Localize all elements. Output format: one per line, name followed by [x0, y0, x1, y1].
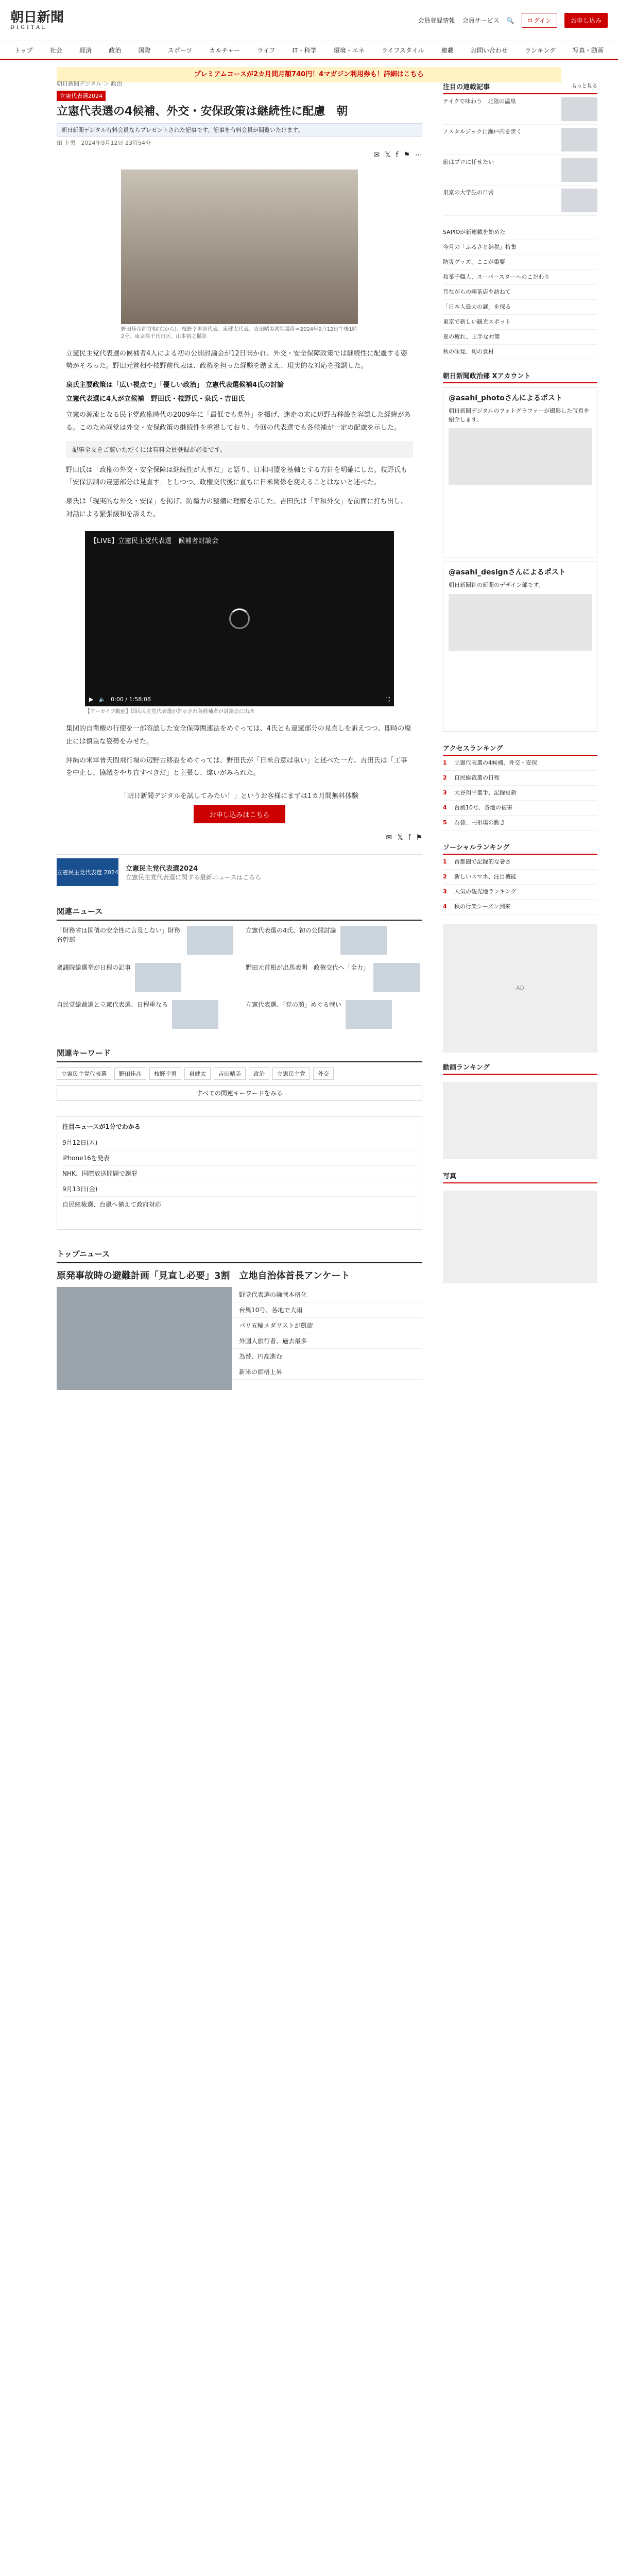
nav-item[interactable]: 環境・エネ: [333, 46, 365, 54]
list-item[interactable]: 為替、円高進む: [57, 1349, 422, 1364]
list-item[interactable]: iPhone16を発表: [62, 1150, 417, 1166]
thumbnail: [373, 963, 420, 992]
list-item[interactable]: 自民党総裁選と立憲代表選、日程重なる: [57, 1000, 233, 1032]
list-item[interactable]: 今月の「ふるさと納税」特集: [443, 240, 597, 255]
rank-item[interactable]: 2 自民総裁選の日程: [443, 771, 597, 786]
lead-photo[interactable]: [57, 1287, 232, 1390]
paragraph: 沖縄の米軍普天間飛行場の辺野古移設をめぐっては、野田氏が「日米合意は重い」と述べた一方、吉田氏は「工事を中止し、協議をやり直すべきだ」と主張し、違いがみられた。: [66, 756, 407, 777]
rank-item[interactable]: 3 大谷翔平選手、記録更新: [443, 786, 597, 801]
video-ranking: [443, 1060, 597, 1159]
subscribe-text: 「朝日新聞デジタルを試してみたい！」というお客様にまずは1カ月間無料体験: [120, 792, 359, 801]
banner-image: 立憲民主党代表選 2024: [57, 858, 118, 886]
list-item[interactable]: 外国人旅行者、過去最多: [57, 1333, 422, 1349]
x-post-title: @asahi_designさんによるポスト: [449, 568, 566, 577]
related-heading: 関連ニュース: [57, 903, 422, 921]
related-list: [57, 926, 422, 1032]
banner-desc: 立憲民主党代表選に関する最新ニュースはこちら: [126, 874, 262, 882]
nav-item[interactable]: 経済: [79, 46, 92, 54]
trend-list: [62, 1135, 417, 1212]
news-list-box: [443, 225, 597, 359]
bookmark-icon[interactable]: ⚑: [403, 150, 410, 159]
trend-date: 9月13日(金): [62, 1181, 417, 1197]
paragraph: 野田氏は「政権の外交・安全保障は継続性が大事だ」と語り、日米同盟を基軸とする方針を明確にした。枝野氏も「安保法制の違憲部分は見直す」としつつ、政権交代後に直ちに日米関係を変えることはないと述べた。: [66, 466, 408, 487]
thumbnail: [561, 158, 597, 182]
bookmark-icon[interactable]: ⚑: [416, 834, 422, 842]
nav-item[interactable]: トップ: [14, 46, 33, 54]
list-item[interactable]: 衆議院総選挙が日程の記事: [57, 963, 233, 995]
list-item[interactable]: 防災グッズ、ここが重要: [443, 255, 597, 270]
list-item[interactable]: 夏の疲れ、上手な対策: [443, 330, 597, 345]
lead-headline[interactable]: 原発事故時の避難計画「見直し必要」3割 立地自治体首長アンケート: [57, 1270, 350, 1282]
header-link-1[interactable]: 会員登録情報: [418, 17, 455, 24]
photo-thumbnail[interactable]: [443, 1191, 597, 1283]
list-item[interactable]: 野田元首相が出馬表明 政権交代へ「全力」: [246, 963, 422, 995]
breadcrumb[interactable]: 朝日新聞デジタル ＞ 政治: [57, 80, 123, 87]
list-item[interactable]: NHK、国際放送問題で謝罪: [62, 1166, 417, 1181]
facebook-icon[interactable]: f: [396, 150, 399, 159]
thumbnail: [561, 128, 597, 151]
topic-tag[interactable]: 立憲代表選2024: [57, 91, 106, 101]
header-links: [418, 13, 608, 28]
search-icon[interactable]: 🔍: [506, 16, 514, 24]
thumbnail: [346, 1000, 392, 1029]
nav-item[interactable]: スポーツ: [167, 46, 193, 54]
article-main: [57, 79, 422, 1390]
rank-item[interactable]: 2 新しいスマホ、注目機能: [443, 870, 597, 885]
list-item[interactable]: 新米の価格上昇: [57, 1364, 422, 1380]
list-item[interactable]: テイクで味わう 北陸の温泉: [443, 94, 597, 125]
video-ranking-heading: 動画ランキング: [443, 1063, 490, 1072]
mail-icon[interactable]: ✉: [386, 834, 392, 842]
list-item[interactable]: パリ五輪メダリストが凱旋: [57, 1318, 422, 1333]
list-item[interactable]: ノスタルジックに瀬戸内を歩く: [443, 125, 597, 155]
x-icon[interactable]: 𝕏: [385, 150, 391, 159]
paragraph: 立憲の源流となる民主党政権時代の2009年に「最低でも県外」を掲げ、迷走の末に辺野古移設を容認した経緯がある。このため同党は外交・安保政策の継続性を重視しており、今回の代表選でも各候補が一定の配慮を示した。: [66, 411, 411, 432]
video-controls: [89, 696, 390, 703]
banner-title: 立憲民主党代表選2024: [126, 865, 198, 873]
nav-item[interactable]: 写真・動画: [572, 46, 604, 54]
photo-box: [443, 1168, 597, 1283]
rank-item[interactable]: 1 首都圏で記録的な暑さ: [443, 855, 597, 870]
video-title: 【LIVE】立憲民主党代表選 候補者討論会: [90, 537, 219, 546]
list-item[interactable]: 立憲代表選の4氏、初の公開討論: [246, 926, 422, 958]
login-button[interactable]: ログイン: [522, 13, 557, 28]
nav-item[interactable]: ランキング: [525, 46, 556, 54]
list-item[interactable]: 「日本人最大の謎」を探る: [443, 300, 597, 315]
keyword-tag[interactable]: 吉田晴美: [214, 1067, 246, 1080]
x-post-title: @asahi_photoさんによるポスト: [449, 394, 562, 403]
keyword-tag[interactable]: 枝野幸男: [149, 1067, 181, 1080]
thumbnail: [340, 926, 387, 955]
thumbnail: [135, 963, 181, 992]
more-keywords-button[interactable]: すべての関連キーワードをみる: [57, 1085, 422, 1101]
paragraph: 立憲民主党代表選の候補者4人による初の公開討論会が12日開かれ、外交・安全保障政策では継続性に配慮する姿勢がそろった。野田元首相や枝野前代表は、政権を担った経験を踏まえ、現実的な対応を強調した。: [66, 349, 407, 370]
nav-item[interactable]: お問い合わせ: [470, 46, 508, 54]
keyword-tag[interactable]: 立憲民主党: [272, 1067, 310, 1080]
subscribe-box: [66, 790, 413, 823]
x-icon[interactable]: 𝕏: [397, 834, 403, 842]
photo-caption: 野田佳彦前首相(右から)、枝野幸男前代表、泉健太代表、吉田晴美衆院議員＝2024年9月12日午後1時2分、東京都千代田区、山本裕之撮影: [121, 326, 357, 340]
article-photo[interactable]: [121, 170, 358, 324]
paragraph: 集団的自衛権の行使を一部容認した安全保障関連法をめぐっては、4氏とも違憲部分の見直しを訴えつつ、即時の廃止には慎重な姿勢をみせた。: [66, 725, 411, 745]
video-time: 0:00 / 1:58:08: [111, 696, 151, 703]
keywords-heading: 関連キーワード: [57, 1044, 422, 1062]
list-item[interactable]: 秋の味覚、旬の食材: [443, 345, 597, 360]
x-heading: 朝日新聞政治部 Xアカウント: [443, 372, 531, 381]
top-news: [57, 1245, 422, 1380]
access-heading: アクセスランキング: [443, 745, 503, 753]
list-item[interactable]: SAPIOが新連載を始めた: [443, 225, 597, 240]
topnews-heading: トップニュース: [57, 1245, 422, 1263]
list-item[interactable]: 台風10号、各地で大雨: [57, 1302, 422, 1318]
trend-box: [57, 1116, 422, 1230]
topic-banner[interactable]: [57, 854, 422, 890]
volume-icon[interactable]: 🔈: [98, 696, 106, 703]
play-icon[interactable]: ▶: [89, 696, 94, 703]
video-caption: 【アーカイブ動画】国民民主党代表選が告示され各候補者が討論会に出席: [85, 709, 254, 715]
thumbnail: [561, 97, 597, 121]
nav-item[interactable]: カルチャー: [209, 46, 240, 54]
nav-item[interactable]: 社会: [49, 46, 62, 54]
paragraph: 泉氏は「現実的な外交・安保」を掲げ、防衛力の整備に理解を示した。吉田氏は「平和外交」を前面に打ち出し、対話による緊張緩和を訴えた。: [66, 497, 407, 518]
related-link[interactable]: 泉氏主要政策は「広い視点で」「優しい政治」 立憲代表選候補4氏の討論: [66, 381, 284, 389]
facebook-icon[interactable]: f: [408, 834, 411, 842]
list-item[interactable]: 旅はプロに任せたい: [443, 155, 597, 185]
series-box: [443, 79, 597, 216]
video-thumbnail[interactable]: [443, 1082, 597, 1159]
mail-icon[interactable]: ✉: [373, 150, 380, 159]
x-post-text: 朝日新聞デジタルのフォトグラファーが撮影した写真を紹介します。: [449, 408, 590, 423]
related-link[interactable]: 立憲代表選に4人が立候補 野田氏・枝野氏・泉氏・吉田氏: [66, 395, 245, 403]
keyword-tag[interactable]: 立憲民主党代表選: [57, 1067, 111, 1080]
thumbnail: [172, 1000, 218, 1029]
keyword-tag[interactable]: 泉健太: [184, 1067, 211, 1080]
signup-button[interactable]: お申し込み: [564, 13, 608, 28]
keyword-list: [57, 1067, 422, 1080]
paywall-notice: 記事全文をご覧いただくには有料会員登録が必要です。: [66, 441, 413, 458]
x-account-box: [443, 368, 597, 732]
video-player[interactable]: [85, 531, 394, 706]
fullscreen-icon[interactable]: ⛶: [386, 696, 390, 703]
rank-item[interactable]: 5 為替、円相場の動き: [443, 816, 597, 831]
x-embed[interactable]: [443, 387, 597, 557]
nav-item[interactable]: 政治: [109, 46, 122, 54]
share-bar: [57, 151, 422, 159]
list-item[interactable]: 自民総裁選、台風へ備えて政府対応: [62, 1197, 417, 1212]
x-embed[interactable]: [443, 562, 597, 732]
gift-notice: 朝日新聞デジタル有料会員ならプレゼントされた記事です。記事を有料会員が閲覧いたけます。: [57, 123, 422, 137]
main-nav: [0, 41, 618, 60]
list-item[interactable]: 野党代表選の論戦本格化: [57, 1287, 422, 1302]
access-ranking: [443, 741, 597, 831]
keyword-tag[interactable]: 外交: [313, 1067, 334, 1080]
nav-item[interactable]: 連載: [441, 46, 454, 54]
trend-date: 9月12日(木): [62, 1135, 417, 1150]
list-item[interactable]: 「財務省は国債の安全性に言及しない」財務省幹部: [57, 926, 233, 958]
list-item[interactable]: 東京で新しい観光スポット: [443, 315, 597, 330]
social-ranking: [443, 840, 597, 914]
thumbnail: [561, 189, 597, 212]
more-link[interactable]: もっと見る: [572, 83, 597, 89]
rank-item[interactable]: 1 立憲代表選の4候補、外交・安保: [443, 756, 597, 771]
x-post-image: [449, 594, 592, 651]
share-bar: [57, 834, 422, 842]
rank-item[interactable]: 4 台風10号、各地の被害: [443, 801, 597, 816]
nav-item[interactable]: ライフ: [257, 46, 276, 54]
photo-heading: 写真: [443, 1172, 457, 1180]
trend-heading: 注目ニュースが1分でわかる: [62, 1123, 141, 1131]
x-post-text: 朝日新聞社の新聞のデザイン部です。: [449, 582, 544, 589]
nav-item[interactable]: ライフスタイル: [381, 46, 424, 54]
x-post-image: [449, 428, 592, 485]
rank-item[interactable]: 4 秋の行楽シーズン到来: [443, 900, 597, 914]
subscribe-button[interactable]: お申し込みはこちら: [194, 805, 285, 823]
list-item[interactable]: 立憲代表選、「党の顔」めぐる戦い: [246, 1000, 422, 1032]
ad-slot[interactable]: AD: [443, 924, 597, 1053]
promo-banner[interactable]: プレミアムコースが2カ月間月額740円！4マガジン利用券も！詳細はこちら: [57, 67, 561, 82]
thumbnail: [187, 926, 233, 955]
more-icon[interactable]: ⋯: [415, 150, 422, 159]
nav-item[interactable]: 国際: [138, 46, 151, 54]
keyword-tag[interactable]: 野田佳彦: [114, 1067, 146, 1080]
rank-item[interactable]: 3 人気の観光地ランキング: [443, 885, 597, 900]
list-item[interactable]: 和菓子職人、スーパースターへのこだわり: [443, 270, 597, 285]
site-header: [0, 0, 618, 41]
timestamp: 2024年9月12日 23時54分: [81, 139, 151, 146]
list-item[interactable]: 東京の大学生の日常: [443, 185, 597, 216]
social-heading: ソーシャルランキング: [443, 844, 510, 852]
header-link-2[interactable]: 会員サービス: [462, 17, 500, 24]
loading-spinner-icon: [229, 608, 250, 629]
list-item[interactable]: 昔ながらの喫茶店を訪ねて: [443, 285, 597, 300]
series-heading: 注目の連載記事: [443, 83, 490, 91]
author[interactable]: 田 上勇: [57, 139, 76, 146]
sidebar: [443, 79, 597, 1293]
nav-item[interactable]: IT・科学: [292, 46, 317, 54]
article-title: 立憲代表選の4候補、外交・安保政策は継続性に配慮 朝: [57, 105, 348, 118]
keyword-tag[interactable]: 政治: [249, 1067, 269, 1080]
site-logo[interactable]: 朝日新聞 DIGITAL: [10, 9, 64, 30]
